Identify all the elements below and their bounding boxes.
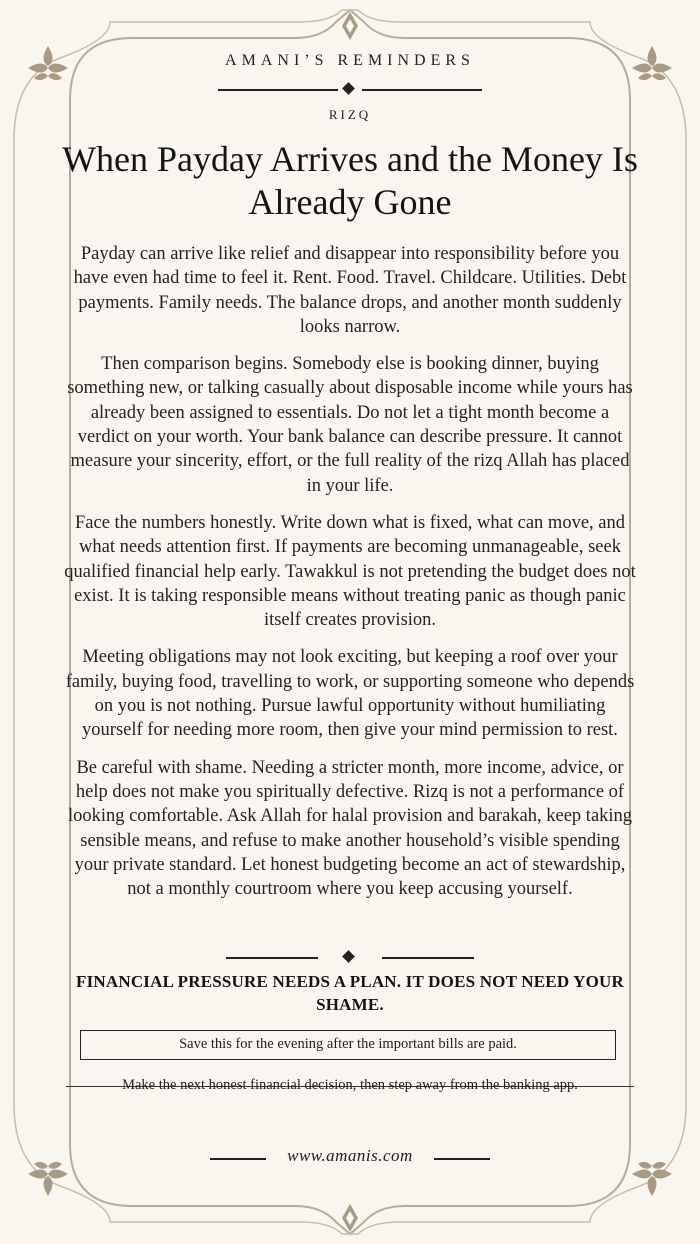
section-divider — [226, 950, 474, 966]
paragraph-3: Face the numbers honestly. Write down what is fixed, what can move, and what needs attention first. If payments are becoming unmanageable, seek qualified financial help early. Tawakkul is not pretending the budget does not exist. It is taking responsible means without treating panic as though panic itself creates provision. — [64, 512, 636, 631]
paragraph-1: Payday can arrive like relief and disappear into responsibility before you have even had time to feel it. Rent. Food. Travel. Childcare. Utilities. Debt payments. Family needs. The balance drops, and another month suddenly looks narrow. — [73, 244, 627, 337]
key-takeaway: FINANCIAL PRESSURE NEEDS A PLAN. IT DOES NOT NEED YOUR SHAME. — [76, 972, 624, 1014]
diamond-icon — [342, 82, 355, 95]
save-note-box: Save this for the evening after the important bills are paid. — [80, 1030, 616, 1060]
footer-line-right — [434, 1158, 490, 1160]
diamond-icon — [342, 950, 355, 963]
article-title: When Payday Arrives and the Money Is Already Gone — [62, 139, 638, 222]
closing-line — [64, 1075, 636, 1095]
closing-text: Make the next honest financial decision, then step away from the banking app. — [122, 1077, 578, 1093]
corner-fleuron-bottom-right — [632, 1162, 672, 1196]
brand-divider — [218, 82, 482, 98]
brand-name: AMANI’S REMINDERS — [225, 52, 475, 69]
article-body — [64, 242, 636, 914]
footer-line-left — [210, 1158, 266, 1160]
bottom-diamond-ornament — [342, 1204, 358, 1232]
website-link[interactable]: www.amanis.com — [287, 1146, 413, 1165]
top-diamond-ornament — [342, 12, 358, 40]
corner-fleuron-bottom-left — [28, 1162, 68, 1196]
paragraph-5: Be careful with shame. Needing a stricter month, more income, advice, or help does not make you spiritually defective. Rizq is not a performance of looking comfortable. Ask Allah for halal provision and barakah, keep taking sensible means, and refuse to make another household’s visible spending your private standard. Let honest budgeting become an act of stewardship, not a monthly courtroom where you keep accusing yourself. — [67, 757, 633, 900]
divider-line-left — [226, 957, 318, 959]
footer — [210, 1146, 490, 1170]
divider-line-left — [218, 89, 338, 91]
divider-line-right — [382, 957, 474, 959]
paragraph-2: Then comparison begins. Somebody else is booking dinner, buying something new, or talking casually about disposable income while yours has already been assigned to essentials. Do not let a tight month become a verdict on your worth. Your bank balance can describe pressure. It cannot measure your sincerity, effort, or the full reality of the rizq Allah has placed in your life. — [67, 354, 633, 496]
divider-line-right — [362, 89, 482, 91]
paragraph-4: Meeting obligations may not look exciting, but keeping a roof over your family, buying food, travelling to work, or supporting someone who depends on you is not nothing. Pursue lawful opportunity without humiliating yourself for needing more room, then give your mind permission to rest. — [65, 647, 635, 741]
category-label: RIZQ — [328, 107, 372, 122]
